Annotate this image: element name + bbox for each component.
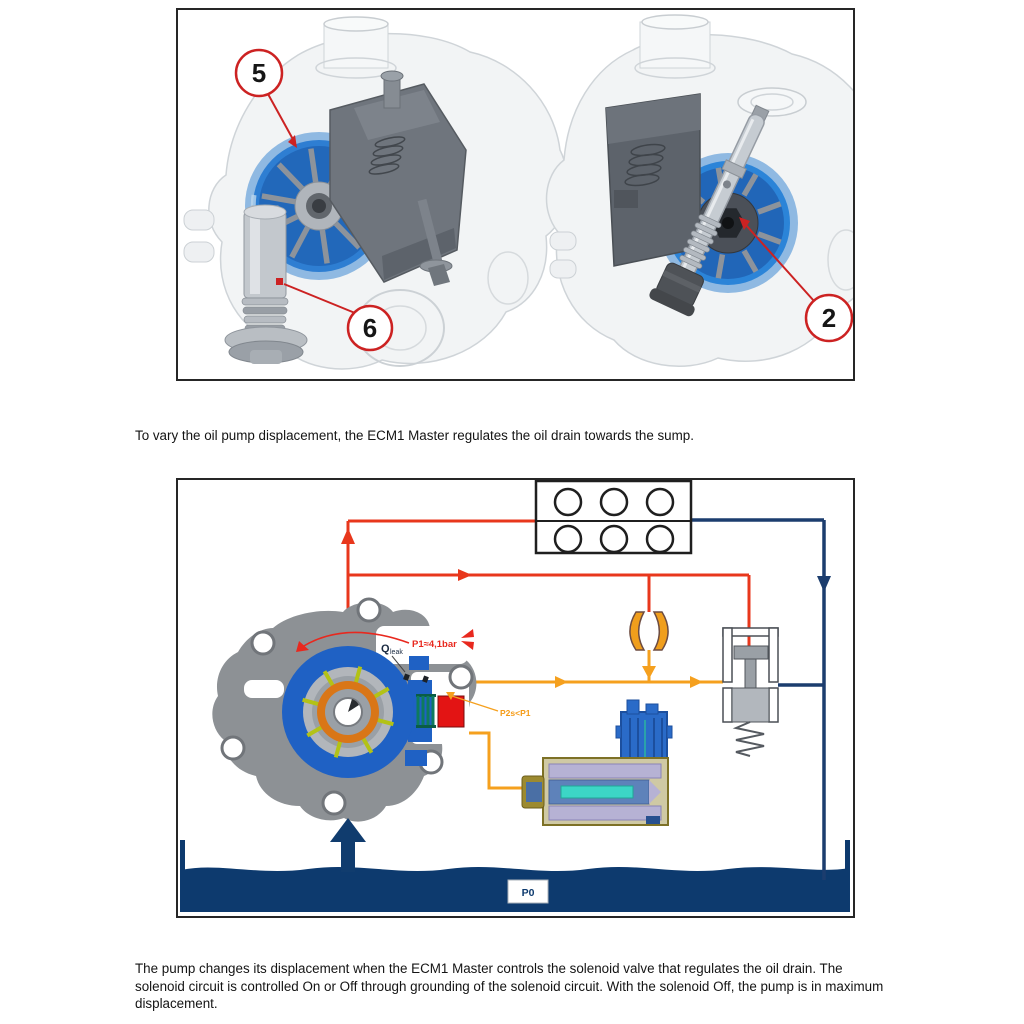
callout-6-target-dot: [276, 278, 283, 285]
engine-block: [536, 481, 691, 553]
red-up-arrow: [341, 528, 355, 544]
valve-spool: [732, 688, 769, 722]
solenoid-valve-cutaway: [522, 700, 672, 825]
suction-arrow: [330, 818, 366, 872]
stud: [384, 78, 400, 108]
figure-pump-cutaways: [176, 8, 855, 381]
hydraulic-schematic-art: [178, 480, 853, 912]
p1-label-text: P1≈4,1bar: [412, 639, 457, 650]
pump-right-cutaway-block: [606, 94, 700, 266]
regulator-spool-valve: [723, 628, 778, 756]
figure-hydraulic-schematic: [176, 478, 855, 918]
valve-spring: [736, 722, 764, 756]
solenoid-connector: [621, 712, 667, 760]
pump-cutaways-art: [178, 10, 853, 375]
qleak-symbol: Q: [381, 643, 390, 655]
callout-5-number: 5: [251, 58, 267, 88]
red-right-arrow: [458, 569, 472, 581]
sump-right-wall: [845, 840, 850, 912]
callout-2-number: 2: [821, 303, 837, 333]
qleak-subscript: leak: [390, 649, 403, 656]
p2-label-text: P2s<P1: [500, 708, 531, 718]
caption-solenoid-control: The pump changes its displacement when the ECM1 Master controls the solenoid valve that regulates the oil drain. The solenoid circuit is controlled On or Off through grounding of the solenoid circuit. With the solenoid Off, the pump is in maximum displacement.: [135, 961, 884, 1012]
orange-right-arrow-1: [555, 676, 568, 688]
navy-down-arrow: [817, 576, 831, 592]
valve-piston: [734, 646, 768, 659]
orange-down-arrow: [642, 666, 656, 679]
sump-left-wall: [180, 840, 185, 912]
solenoid-pin: [561, 786, 633, 798]
callout-6-number: 6: [362, 313, 378, 343]
label-p0-sump: [508, 880, 548, 903]
orange-right-arrow-2: [690, 676, 703, 688]
p0-label-text: P0: [521, 887, 535, 899]
caption-oil-pump-displacement: To vary the oil pump displacement, the ECM1 Master regulates the oil drain towards the sump.: [135, 428, 694, 444]
orifice-symbol: [630, 612, 668, 650]
relief-piston-red: [438, 696, 464, 727]
